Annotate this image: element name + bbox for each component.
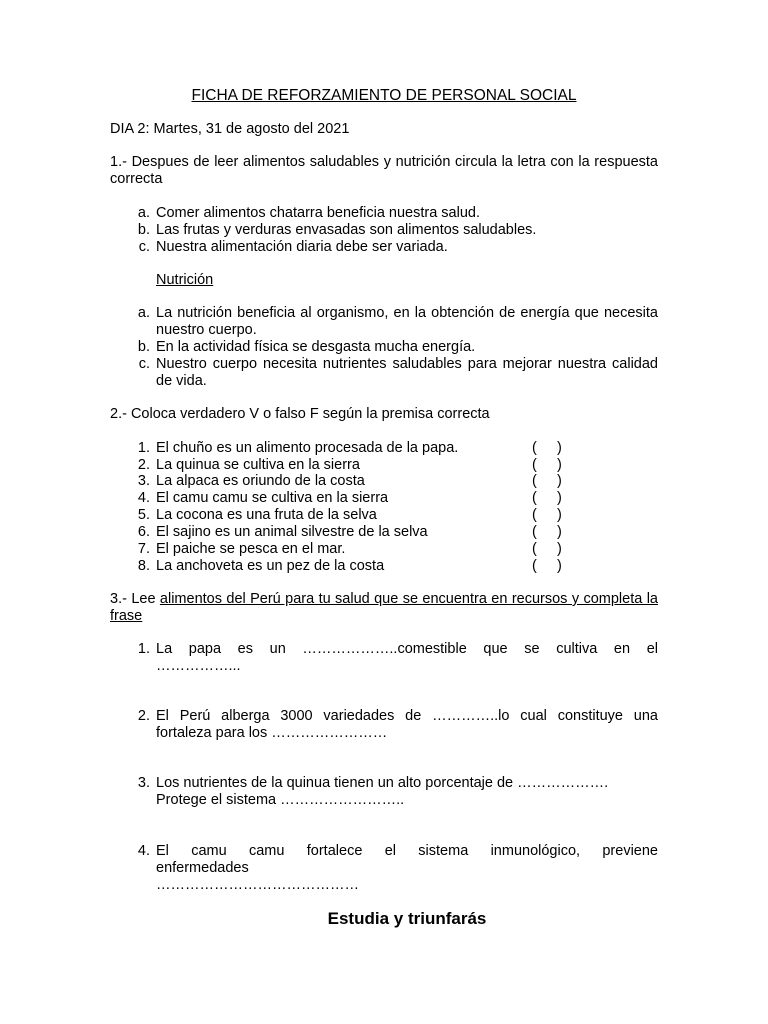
table-row	[0, 541, 768, 558]
table-row	[0, 457, 768, 474]
list-marker: 4.	[137, 843, 150, 859]
list-marker: a.	[137, 205, 150, 221]
statement-text: La cocona es una fruta de la selva	[156, 507, 377, 523]
list-text: Nuestra alimentación diaria debe ser variada.	[156, 239, 448, 255]
statement-text: La alpaca es oriundo de la costa	[156, 473, 365, 489]
list-marker: c.	[138, 356, 150, 372]
statement-text: El chuño es un alimento procesada de la papa.	[156, 440, 459, 456]
list-marker: 2.	[137, 708, 150, 724]
fill-blank-item	[156, 641, 658, 675]
sentence-line: La papa es un ………………..comestible que se cultiva en el	[156, 641, 658, 657]
page-title: FICHA DE REFORZAMIENTO DE PERSONAL SOCIAL	[191, 87, 577, 104]
question-1-prompt: 1.- Despues de leer alimentos saludables y nutrición circula la letra con la respuesta correcta	[110, 154, 658, 187]
list-marker: 8.	[137, 558, 150, 574]
prompt-underlined: alimentos del Perú para tu salud que se encuentra en recursos y completa la frase	[110, 591, 658, 624]
table-row	[0, 490, 768, 507]
list-marker: a.	[137, 305, 150, 321]
sentence-line: ……………………………………	[156, 877, 359, 893]
answer-blank[interactable]: ( )	[532, 473, 562, 489]
list-marker: 5.	[137, 507, 150, 523]
prompt-lead: 3.- Lee	[110, 591, 160, 607]
sentence-line: fortaleza para los ……………………	[156, 725, 388, 741]
list-item	[0, 205, 768, 222]
answer-blank[interactable]: ( )	[532, 440, 562, 456]
list-text: La nutrición beneficia al organismo, en la obtención de energía que necesita nuestro cuerpo.	[156, 305, 658, 338]
list-marker: 4.	[137, 490, 150, 506]
fill-blank-item	[156, 775, 658, 809]
table-row	[0, 524, 768, 541]
list-text: Las frutas y verduras envasadas son alimentos saludables.	[156, 222, 537, 238]
sentence-line: enfermedades	[156, 860, 249, 876]
statement-text: El sajino es un animal silvestre de la selva	[156, 524, 428, 540]
sentence-line: ……………...	[156, 658, 241, 674]
list-marker: 7.	[137, 541, 150, 557]
list-text: Comer alimentos chatarra beneficia nuestra salud.	[156, 205, 480, 221]
answer-blank[interactable]: ( )	[532, 558, 562, 574]
table-row	[0, 558, 768, 575]
list-marker: c.	[138, 239, 150, 255]
date-line: DIA 2: Martes, 31 de agosto del 2021	[110, 121, 350, 137]
list-text: Nuestro cuerpo necesita nutrientes saludables para mejorar nuestra calidad de vida.	[156, 356, 658, 389]
list-item	[0, 239, 768, 256]
statement-text: La quinua se cultiva en la sierra	[156, 457, 360, 473]
question-2-prompt: 2.- Coloca verdadero V o falso F según la premisa correcta	[110, 406, 490, 422]
statement-text: El camu camu se cultiva en la sierra	[156, 490, 389, 506]
list-marker: 6.	[137, 524, 150, 540]
answer-blank[interactable]: ( )	[532, 541, 562, 557]
answer-blank[interactable]: ( )	[532, 490, 562, 506]
sentence-line: El Perú alberga 3000 variedades de …………..lo cual constituye una	[156, 708, 658, 724]
table-row	[0, 473, 768, 490]
list-marker: 2.	[137, 457, 150, 473]
list-marker: 1.	[137, 641, 150, 657]
answer-blank[interactable]: ( )	[532, 457, 562, 473]
list-marker: b.	[137, 339, 150, 355]
fill-blank-item	[156, 843, 658, 894]
list-marker: b.	[137, 222, 150, 238]
list-item	[0, 222, 768, 239]
sentence-line: Protege el sistema ……………………..	[156, 792, 405, 808]
statement-text: El paiche se pesca en el mar.	[156, 541, 346, 557]
list-marker: 1.	[137, 440, 150, 456]
table-row	[0, 507, 768, 524]
list-marker: 3.	[137, 473, 150, 489]
table-row	[0, 440, 768, 457]
answer-blank[interactable]: ( )	[532, 524, 562, 540]
list-marker: 3.	[137, 775, 150, 791]
sentence-line: El camu camu fortalece el sistema inmunológico, previene	[156, 843, 658, 859]
question-3-prompt	[110, 591, 658, 625]
sentence-line: Los nutrientes de la quinua tienen un alto porcentaje de ……………….	[156, 775, 609, 791]
subheading-nutricion: Nutrición	[156, 272, 214, 288]
answer-blank[interactable]: ( )	[532, 507, 562, 523]
fill-blank-item	[156, 708, 658, 742]
closing-message: Estudia y triunfarás	[327, 909, 487, 928]
list-text: En la actividad física se desgasta mucha energía.	[156, 339, 476, 355]
statement-text: La anchoveta es un pez de la costa	[156, 558, 385, 574]
